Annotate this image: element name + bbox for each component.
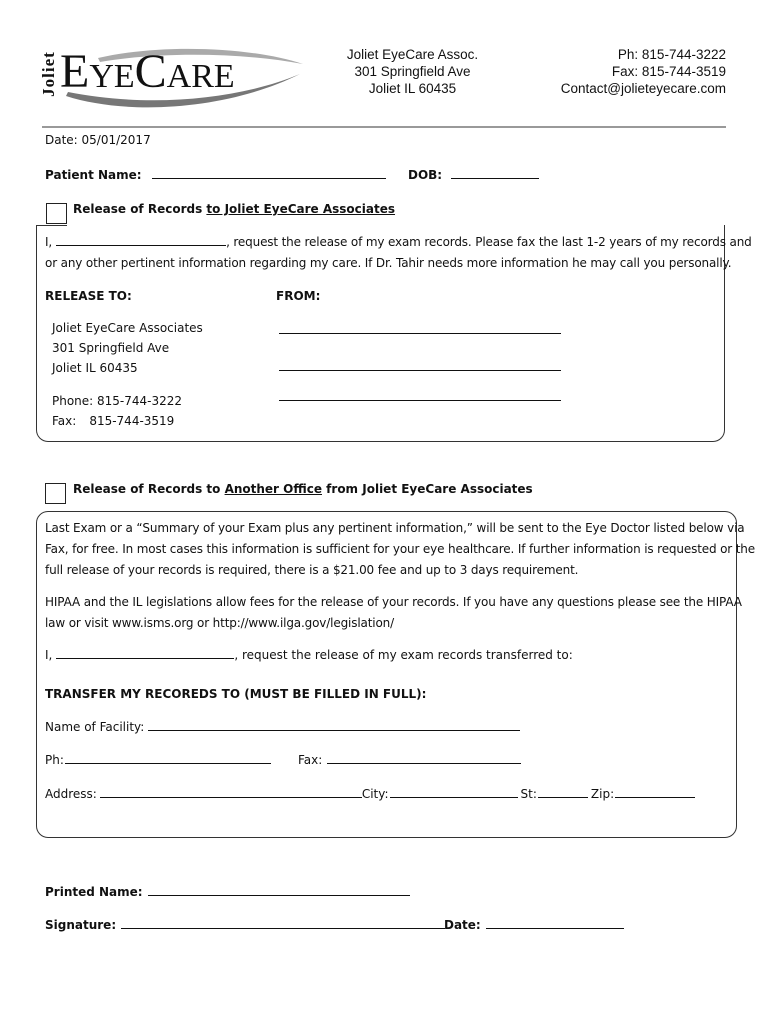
printed-name-field[interactable] (148, 883, 410, 896)
facility-label: Name of Facility: (45, 720, 145, 734)
footer-date-row (444, 915, 624, 936)
dob-label: DOB: (408, 168, 443, 182)
from-line-3[interactable] (279, 400, 561, 401)
ph-field[interactable] (65, 751, 271, 764)
transfer-label: TRANSFER MY RECOREDS TO (MUST BE FILLED IN FULL): (45, 687, 427, 701)
logo-main-text: EyeCare (60, 45, 235, 98)
header-contact-block (520, 46, 726, 97)
city-field[interactable] (390, 785, 518, 798)
logo (38, 38, 308, 118)
section2-title (73, 479, 533, 500)
ph-label: Ph: (45, 753, 64, 767)
header-org-name: Joliet EyeCare Assoc. (346, 47, 479, 62)
header-phone: Ph: 815-744-3222 (617, 47, 726, 62)
section1-title-prefix: Release of Records (73, 202, 207, 216)
logo-side-text: Joliet (38, 51, 58, 97)
header-email: Contact@jolieteyecare.com (560, 81, 726, 96)
section2-para2-line: law or visit www.isms.org or http://www.ilga.gov/legislation/ (45, 616, 394, 630)
fax-field[interactable] (327, 751, 521, 764)
release-to-address (52, 318, 203, 378)
patient-name-label: Patient Name: (45, 168, 142, 182)
section2-request-suffix: , request the release of my exam records transferred to: (234, 648, 573, 662)
ph-row (45, 750, 271, 771)
release-to-line: Joliet EyeCare Associates (52, 321, 203, 335)
section1-panel-top-edge (36, 225, 67, 226)
patient-name-row (45, 165, 386, 186)
release-to-label: RELEASE TO: (45, 289, 132, 303)
dob-field[interactable] (451, 166, 539, 179)
signature-label: Signature: (45, 918, 117, 932)
section2-para1-line: Last Exam or a “Summary of your Exam plus any pertinent information,” will be sent to the Eye Doctor listed below via (45, 521, 745, 535)
printed-name-label: Printed Name: (45, 885, 143, 899)
section2-para1-line: full release of your records is required, there is a $21.00 fee and up to 3 days requirement. (45, 563, 579, 577)
section2-para2-line: HIPAA and the IL legislations allow fees for the release of your records. If you have any questions please see the HIPAA (45, 595, 742, 609)
from-line-1[interactable] (279, 333, 561, 334)
footer-date-label: Date: (444, 918, 481, 932)
from-line-2[interactable] (279, 370, 561, 371)
dob-row (408, 165, 539, 186)
section2-para2 (45, 592, 742, 634)
section1-title (73, 199, 395, 220)
fax-row (298, 750, 521, 771)
release-to-line: Joliet IL 60435 (52, 361, 138, 375)
release-to-fax-label: Fax: (52, 414, 77, 428)
release-to-joliet-checkbox[interactable] (46, 203, 67, 224)
section2-title-suffix: from Joliet EyeCare Associates (322, 482, 533, 496)
release-to-fax-value: 815-744-3519 (89, 414, 175, 428)
city-label: City: (361, 787, 389, 801)
address-row (45, 784, 695, 805)
release-to-another-office-checkbox[interactable] (45, 483, 66, 504)
section1-para-suffix: , request the release of my exam records. Please fax the last 1-2 years of my records and (226, 235, 752, 249)
header-fax: Fax: 815-744-3519 (611, 64, 726, 79)
section1-name-field[interactable] (56, 233, 226, 246)
st-field[interactable] (538, 785, 588, 798)
facility-row (45, 717, 520, 738)
section1-title-underlined: to Joliet EyeCare Associates (206, 202, 396, 216)
section2-request-prefix: I, (45, 648, 53, 662)
section2-para1 (45, 518, 755, 581)
zip-field[interactable] (615, 785, 695, 798)
release-to-contact (52, 391, 182, 431)
header-street: 301 Springfield Ave (354, 64, 471, 79)
section1-para-line1 (45, 232, 752, 253)
section2-request-line (45, 645, 573, 666)
header-city: Joliet IL 60435 (368, 81, 457, 96)
patient-name-field[interactable] (152, 166, 386, 179)
zip-label: Zip: (590, 787, 615, 801)
facility-field[interactable] (148, 718, 520, 731)
section2-title-underlined: Another Office (224, 482, 322, 496)
release-to-line: 301 Springfield Ave (52, 341, 170, 355)
from-label: FROM: (276, 289, 321, 303)
st-label: St: (520, 787, 537, 801)
release-to-phone: Phone: 815-744-3222 (52, 394, 183, 408)
section1-para-prefix: I, (45, 235, 53, 249)
fax-label: Fax: (298, 753, 323, 767)
address-field[interactable] (100, 785, 362, 798)
address-label: Address: (45, 787, 97, 801)
header-address-block (330, 46, 495, 97)
section2-name-field[interactable] (56, 646, 234, 659)
release-to-fax-row (52, 411, 182, 431)
footer-date-field[interactable] (486, 916, 624, 929)
signature-row (45, 915, 445, 936)
printed-name-row (45, 882, 410, 903)
header-divider (42, 126, 726, 128)
signature-field[interactable] (121, 916, 445, 929)
date-line: Date: 05/01/2017 (45, 133, 151, 147)
section1-para-line2: or any other pertinent information regarding my care. If Dr. Tahir needs more information he may call you personally. (45, 256, 732, 270)
section2-para1-line: Fax, for free. In most cases this information is sufficient for your eye healthcare. If further information is requested or the (45, 542, 755, 556)
section2-title-prefix: Release of Records to (73, 482, 225, 496)
